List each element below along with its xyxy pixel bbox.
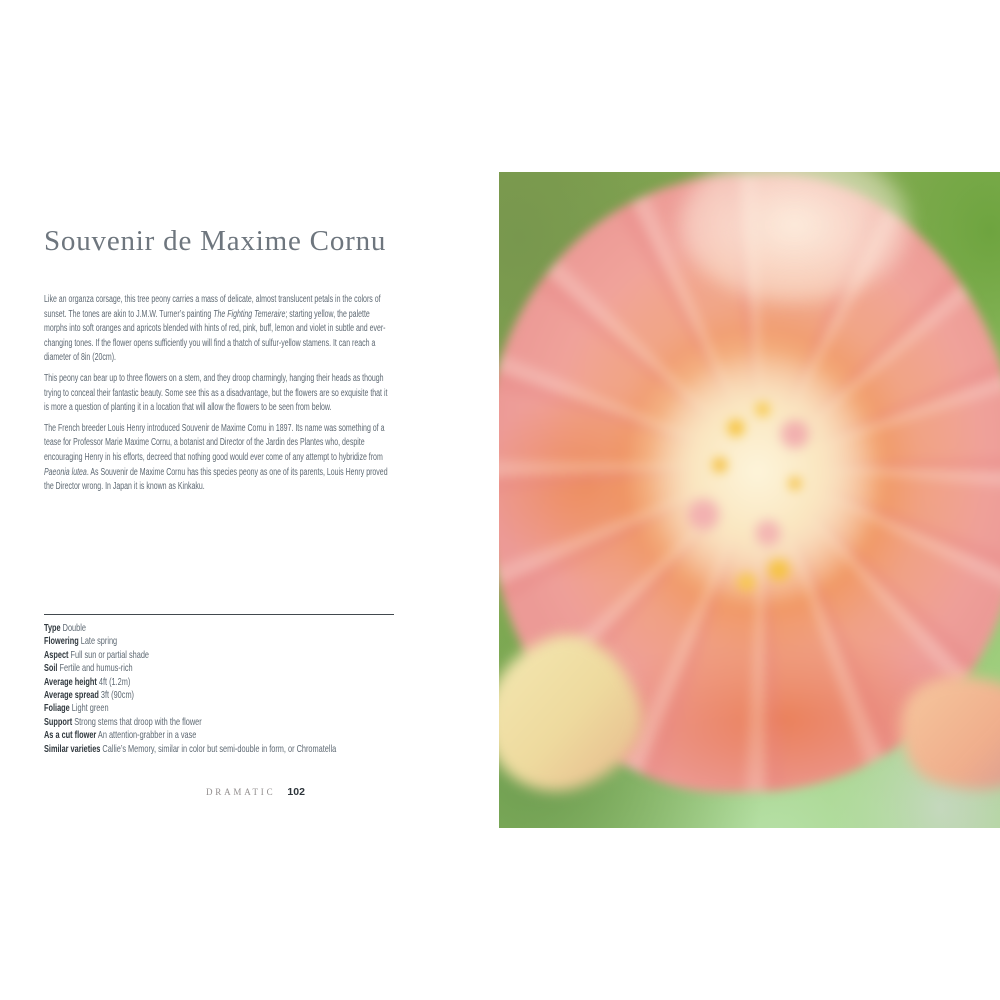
- facts-list: [44, 622, 392, 756]
- fact-label: Soil: [44, 662, 58, 675]
- fact-label: Similar varieties: [44, 742, 101, 755]
- fact-row: [44, 702, 392, 715]
- footer-section-label: DRAMATIC: [206, 787, 276, 797]
- fact-value: Full sun or partial shade: [68, 648, 149, 661]
- body-paragraph: This peony can bear up to three flowers on a stem, and they droop charmingly, hanging their heads as though trying to conceal their fantastic beauty. Some see this as a disadvantage, but the flowers are so exquisite that it is more a question of planting it in a location that will allow the flowers to be seen from below.: [44, 372, 388, 414]
- facts-divider-rule: [44, 614, 394, 615]
- footer-page-number: 102: [287, 786, 305, 798]
- body-paragraph: The French breeder Louis Henry introduced Souvenir de Maxime Cornu in 1897. Its name was something of a tease for Professor Marie Maxime Cornu, a botanist and Director of the Jardin des Plantes who, despite encouraging Henry in his efforts, decreed that nothing good would ever come of any attempt to hybridize from Paeonia lutea. As Souvenir de Maxime Cornu has this species peony as one of its parents, Louis Henry proved the Director wrong. In Japan it is known as Kinkaku.: [44, 422, 388, 493]
- fact-value: Callie’s Memory, similar in color but semi-double in form, or Chromatella: [100, 742, 337, 755]
- body-paragraphs: [44, 293, 392, 501]
- article-title: Souvenir de Maxime Cornu: [44, 225, 387, 257]
- fact-row: [44, 743, 392, 756]
- fact-value: Light green: [69, 702, 109, 715]
- fact-row: [44, 676, 392, 689]
- fact-row: [44, 635, 392, 648]
- fact-label: Type: [44, 622, 61, 634]
- fact-row: [44, 622, 392, 635]
- fact-value: 3ft (90cm): [98, 689, 135, 702]
- fact-label: Flowering: [44, 635, 79, 648]
- fact-row: [44, 649, 392, 662]
- fact-value: Strong stems that droop with the flower: [72, 715, 202, 728]
- fact-row: [44, 716, 392, 729]
- fact-value: An attention-grabber in a vase: [96, 729, 197, 742]
- fact-label: Support: [44, 715, 73, 728]
- fact-row: [44, 662, 392, 675]
- peony-photo: [499, 172, 1000, 828]
- body-paragraph: Like an organza corsage, this tree peony carries a mass of delicate, almost translucent petals in the colors of sunset. The tones are akin to J.M.W. Turner’s painting The Fighting Temeraire; starting yellow, the palette morphs into soft oranges and apricots blended with hints of red, pink, buff, lemon and violet in subtle and ever-changing tones. If the flower opens sufficiently you will find a thatch of sulfur-yellow stamens. It can reach a diameter of 8in (20cm).: [44, 294, 386, 364]
- fact-row: [44, 689, 392, 702]
- fact-label: Foliage: [44, 702, 70, 715]
- page-footer: [206, 786, 305, 798]
- fact-value: Fertile and humus-rich: [57, 662, 133, 675]
- fact-label: As a cut flower: [44, 729, 97, 742]
- fact-label: Average spread: [44, 689, 99, 702]
- fact-value: Late spring: [78, 635, 118, 648]
- fact-label: Average height: [44, 675, 97, 688]
- fact-label: Aspect: [44, 648, 69, 661]
- fact-row: [44, 729, 392, 742]
- fact-value: 4ft (1.2m): [96, 675, 131, 688]
- fact-value: Double: [60, 622, 86, 634]
